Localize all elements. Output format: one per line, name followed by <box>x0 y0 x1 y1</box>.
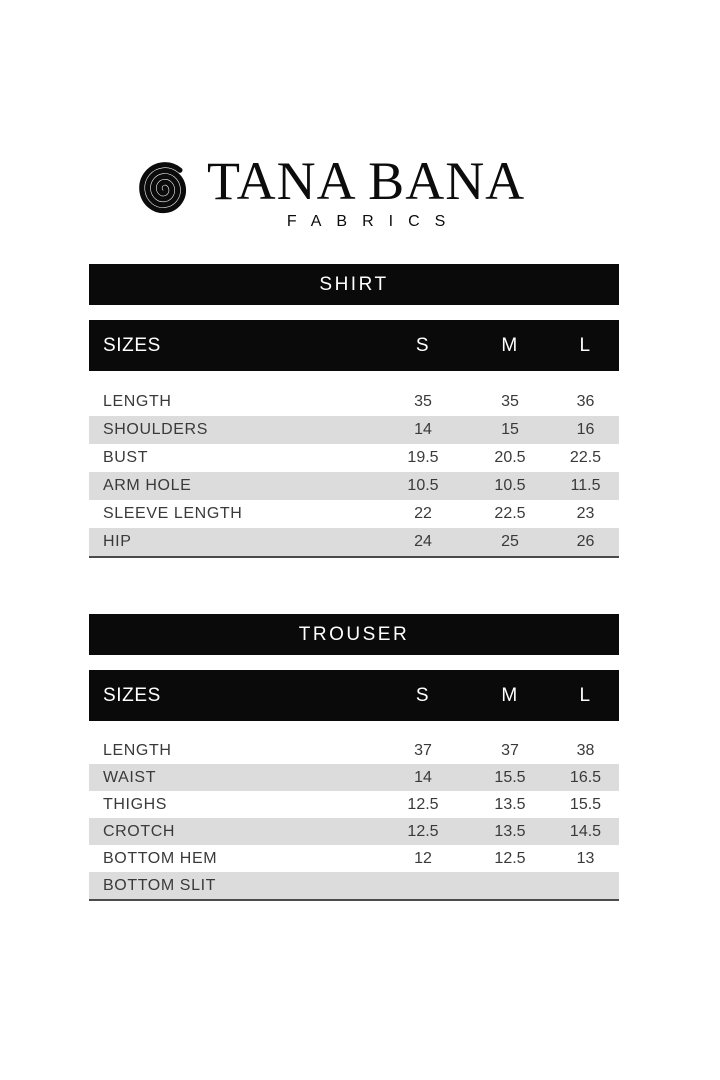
trouser-sizes-header <box>89 670 619 721</box>
value-s: 10.5 <box>407 477 439 494</box>
value-s: 12 <box>414 849 432 867</box>
table-row <box>89 472 619 500</box>
brand-logo <box>136 151 526 231</box>
value-s: 22 <box>414 505 432 522</box>
shirt-size-table <box>89 264 619 558</box>
table-row <box>89 416 619 444</box>
table-row <box>89 737 619 764</box>
sizes-header-label: SIZES <box>103 684 161 706</box>
value-m: 20.5 <box>494 449 526 466</box>
value-l: 15.5 <box>569 795 602 813</box>
value-l: 36 <box>576 393 595 410</box>
value-m: 25 <box>501 533 519 550</box>
spiral-icon <box>136 158 194 218</box>
measurement-label: THIGHS <box>103 795 168 813</box>
table-row <box>89 444 619 472</box>
value-m: 13.5 <box>494 795 526 813</box>
value-l: 13 <box>576 849 595 867</box>
value-m: 10.5 <box>494 477 526 494</box>
value-m: 35 <box>501 393 519 410</box>
measurement-label: SLEEVE LENGTH <box>103 505 243 522</box>
value-l: 11.5 <box>570 477 601 494</box>
value-l: 26 <box>576 533 595 550</box>
column-header-m: M <box>501 334 519 356</box>
value-m: 12.5 <box>494 849 526 867</box>
value-m: 22.5 <box>494 505 526 522</box>
measurement-label: ARM HOLE <box>103 477 192 494</box>
measurement-label: LENGTH <box>103 393 172 410</box>
brand-subtitle: FABRICS <box>286 213 461 230</box>
shirt-sizes-header <box>89 320 619 371</box>
value-s: 14 <box>414 768 432 786</box>
value-l: 14.5 <box>569 822 602 840</box>
table-row <box>89 872 619 899</box>
table-row <box>89 791 619 818</box>
value-s: 24 <box>414 533 432 550</box>
measurement-label: WAIST <box>103 768 157 786</box>
measurement-label: BOTTOM SLIT <box>103 876 216 894</box>
sizes-header-label: SIZES <box>103 334 161 356</box>
value-s: 35 <box>414 393 432 410</box>
table-row <box>89 500 619 528</box>
table-row <box>89 764 619 791</box>
value-s: 12.5 <box>407 795 439 813</box>
measurement-label: LENGTH <box>103 741 172 759</box>
measurement-label: BUST <box>103 449 149 466</box>
trouser-rows <box>89 737 619 901</box>
shirt-rows <box>89 388 619 558</box>
column-header-s: S <box>415 334 431 356</box>
value-s: 37 <box>414 741 432 759</box>
table-row <box>89 818 619 845</box>
value-m: 15 <box>501 421 519 438</box>
measurement-label: BOTTOM HEM <box>103 849 218 867</box>
value-s: 14 <box>414 421 432 438</box>
value-l: 16 <box>576 421 595 438</box>
trouser-title-bar: TROUSER <box>89 614 619 655</box>
column-header-s: S <box>415 684 431 706</box>
value-s: 12.5 <box>407 822 439 840</box>
shirt-title-bar: SHIRT <box>89 264 619 305</box>
value-l: 22.5 <box>569 449 602 466</box>
table-row <box>89 528 619 556</box>
table-row <box>89 388 619 416</box>
measurement-label: SHOULDERS <box>103 421 208 438</box>
measurement-label: HIP <box>103 533 132 550</box>
table-row <box>89 845 619 872</box>
measurement-label: CROTCH <box>103 822 176 840</box>
value-s: 19.5 <box>407 449 439 466</box>
column-header-m: M <box>501 684 519 706</box>
brand-text <box>207 151 526 231</box>
value-m: 13.5 <box>494 822 526 840</box>
value-l: 38 <box>576 741 595 759</box>
trouser-size-table <box>89 614 619 901</box>
value-m: 37 <box>501 741 519 759</box>
column-header-l: L <box>579 684 592 706</box>
brand-name: TANA BANA <box>207 151 526 211</box>
value-m: 15.5 <box>494 768 526 786</box>
value-l: 16.5 <box>569 768 602 786</box>
value-l: 23 <box>576 505 595 522</box>
column-header-l: L <box>579 334 592 356</box>
